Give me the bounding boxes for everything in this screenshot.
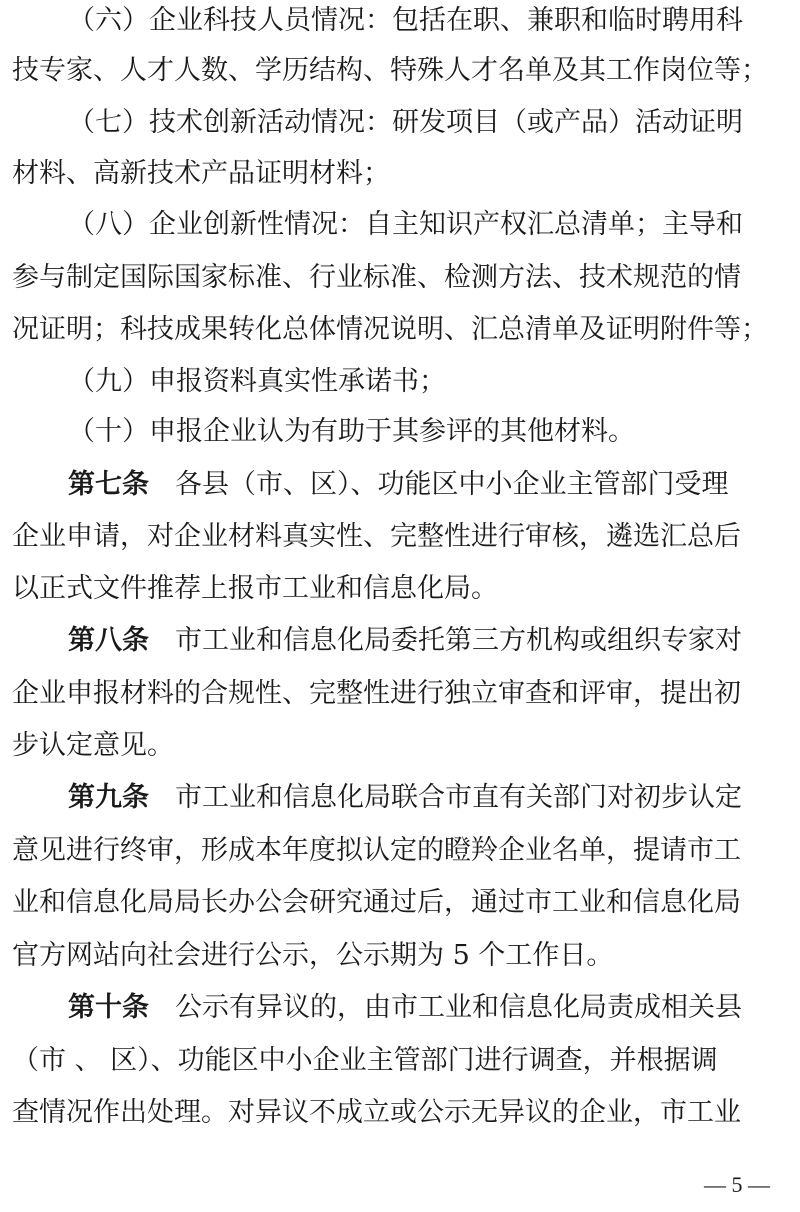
item-9-line: （九）申报资料真实性承诺书；	[68, 366, 446, 397]
item-8-line-2: 参与制定国际国家标准、行业标准、检测方法、技术规范的情	[12, 262, 741, 293]
item-7-line-1: （七）技术创新活动情况：研发项目（或产品）活动证明	[68, 107, 743, 138]
item-10-line: （十）申报企业认为有助于其参评的其他材料。	[68, 416, 635, 447]
article-10-line-3: 查情况作出处理。对异议不成立或公示无异议的企业，市工业	[12, 1097, 741, 1128]
article-10-line-1: 第十条 公示有异议的，由市工业和信息化局责成相关县	[0, 989, 800, 1027]
article-8-line-1: 第八条 市工业和信息化局委托第三方机构或组织专家对	[0, 622, 800, 660]
article-10-line-2: （市 、 区）、功能区中小企业主管部门进行调查，并根据调	[12, 1045, 718, 1076]
article-9-line-2: 意见进行终审，形成本年度拟认定的瞪羚企业名单，提请市工	[12, 835, 741, 866]
article-9-line-1: 第九条 市工业和信息化局联合市直有关部门对初步认定	[0, 779, 800, 817]
article-8-line-3: 步认定意见。	[12, 730, 174, 761]
article-7-line-1: 第七条 各县（市、区）、功能区中小企业主管部门受理	[0, 466, 800, 504]
article-9-label: 第九条	[68, 782, 149, 813]
item-6-line-2: 技专家、人才人数、学历结构、特殊人才名单及其工作岗位等；	[12, 55, 768, 86]
item-6-line-1: （六）企业科技人员情况：包括在职、兼职和临时聘用科	[68, 5, 743, 36]
item-8-line-1: （八）企业创新性情况：自主知识产权汇总清单；主导和	[68, 209, 743, 240]
article-7-line-2: 企业申请，对企业材料真实性、完整性进行审核，遴选汇总后	[12, 521, 741, 552]
article-7-label: 第七条	[68, 469, 149, 500]
article-7-line-3: 以正式文件推荐上报市工业和信息化局。	[12, 573, 498, 604]
article-9-line-3: 业和信息化局局长办公会研究通过后，通过市工业和信息化局	[12, 887, 741, 918]
page-number: — 5 —	[704, 1172, 770, 1197]
item-7-line-2: 材料、高新技术产品证明材料；	[12, 158, 390, 189]
item-8-line-3: 况证明；科技成果转化总体情况说明、汇总清单及证明附件等；	[12, 314, 768, 345]
article-8-label: 第八条	[68, 625, 149, 656]
article-8-line-2: 企业申报材料的合规性、完整性进行独立审查和评审，提出初	[12, 678, 741, 709]
article-10-label: 第十条	[68, 992, 149, 1023]
article-9-line-4: 官方网站向社会进行公示，公示期为 5 个工作日。	[12, 940, 614, 971]
